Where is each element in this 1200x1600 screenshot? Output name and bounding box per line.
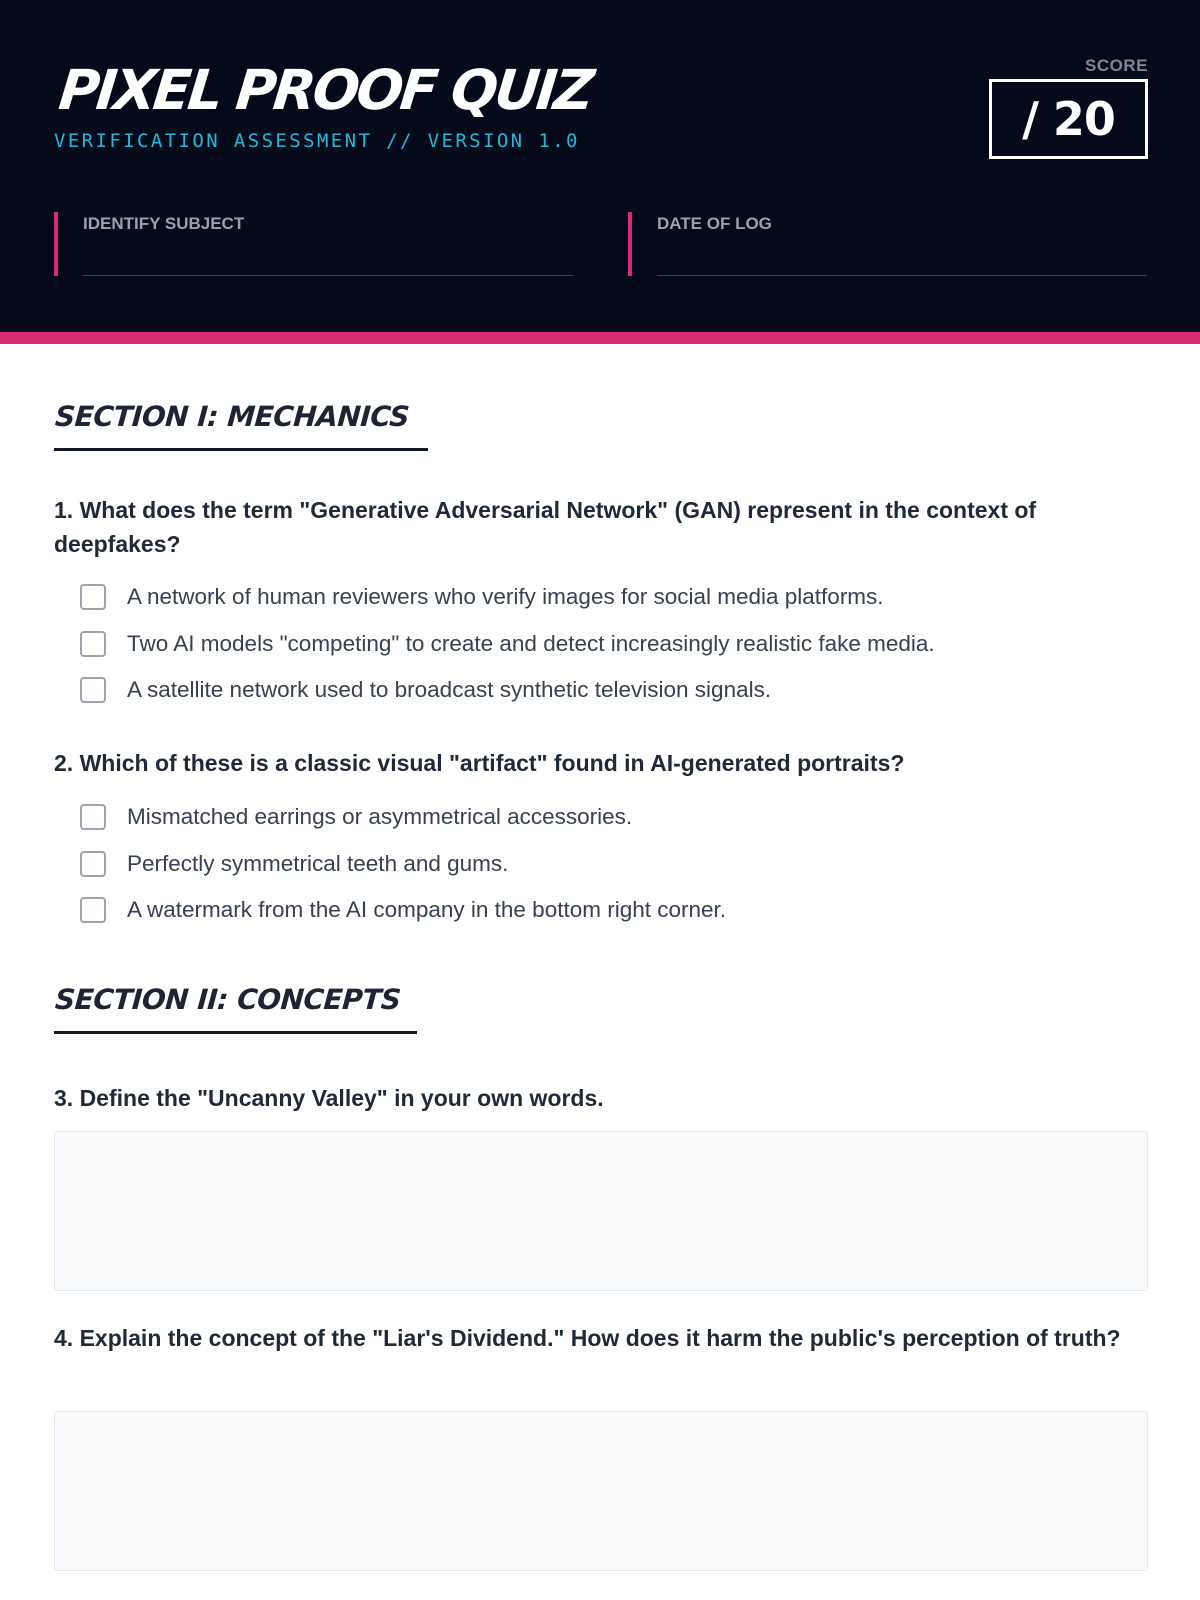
section-1-underline	[54, 448, 428, 451]
q1-option-1-checkbox[interactable]	[80, 584, 106, 610]
q2-option-2-checkbox[interactable]	[80, 851, 106, 877]
question-2: 2. Which of these is a classic visual "artifact" found in AI-generated portraits?	[54, 750, 905, 776]
q1-option-3-label: A satellite network used to broadcast synthetic television signals.	[127, 677, 772, 702]
subject-field-label: IDENTIFY SUBJECT	[83, 214, 245, 233]
subject-field[interactable]	[54, 212, 574, 276]
question-4: 4. Explain the concept of the "Liar's Dividend." How does it harm the public's perception of truth?	[54, 1325, 1121, 1351]
q1-option-1[interactable]	[80, 582, 884, 612]
score-label: SCORE	[1085, 56, 1148, 75]
question-3: 3. Define the "Uncanny Valley" in your own words.	[54, 1085, 604, 1111]
section-1-title: SECTION I: MECHANICS	[54, 400, 411, 433]
date-input-line[interactable]	[657, 275, 1147, 276]
q2-option-1-checkbox[interactable]	[80, 804, 106, 830]
q2-option-1-label: Mismatched earrings or asymmetrical accessories.	[127, 804, 633, 829]
subject-field-accent	[54, 212, 58, 276]
q1-option-2-checkbox[interactable]	[80, 631, 106, 657]
q1-option-1-label: A network of human reviewers who verify images for social media platforms.	[127, 584, 884, 609]
q4-answer-box[interactable]	[54, 1411, 1148, 1571]
q1-option-3-checkbox[interactable]	[80, 677, 106, 703]
q2-option-2[interactable]	[80, 849, 508, 879]
header-accent-bar	[0, 332, 1200, 344]
q2-option-1[interactable]	[80, 802, 632, 832]
subject-input-line[interactable]	[83, 275, 573, 276]
quiz-title: PIXEL PROOF QUIZ	[56, 58, 595, 122]
q2-option-3-label: A watermark from the AI company in the bottom right corner.	[127, 897, 727, 922]
question-1: 1. What does the term "Generative Adversarial Network" (GAN) represent in the context of deepfakes?	[54, 497, 1037, 557]
q3-answer-box[interactable]	[54, 1131, 1148, 1291]
q1-option-2[interactable]	[80, 629, 935, 659]
section-2-underline	[54, 1031, 417, 1034]
quiz-subtitle: VERIFICATION ASSESSMENT // VERSION 1.0	[54, 130, 580, 152]
q2-option-3[interactable]	[80, 895, 726, 925]
section-2-title: SECTION II: CONCEPTS	[54, 983, 402, 1016]
q2-option-2-label: Perfectly symmetrical teeth and gums.	[127, 851, 509, 876]
date-field-label: DATE OF LOG	[657, 214, 772, 233]
date-field-accent	[628, 212, 632, 276]
date-field[interactable]	[628, 212, 1148, 276]
quiz-header	[0, 0, 1200, 332]
q1-option-3[interactable]	[80, 675, 771, 705]
score-box: / 20	[989, 79, 1148, 159]
q1-option-2-label: Two AI models "competing" to create and detect increasingly realistic fake media.	[127, 631, 935, 656]
q2-option-3-checkbox[interactable]	[80, 897, 106, 923]
